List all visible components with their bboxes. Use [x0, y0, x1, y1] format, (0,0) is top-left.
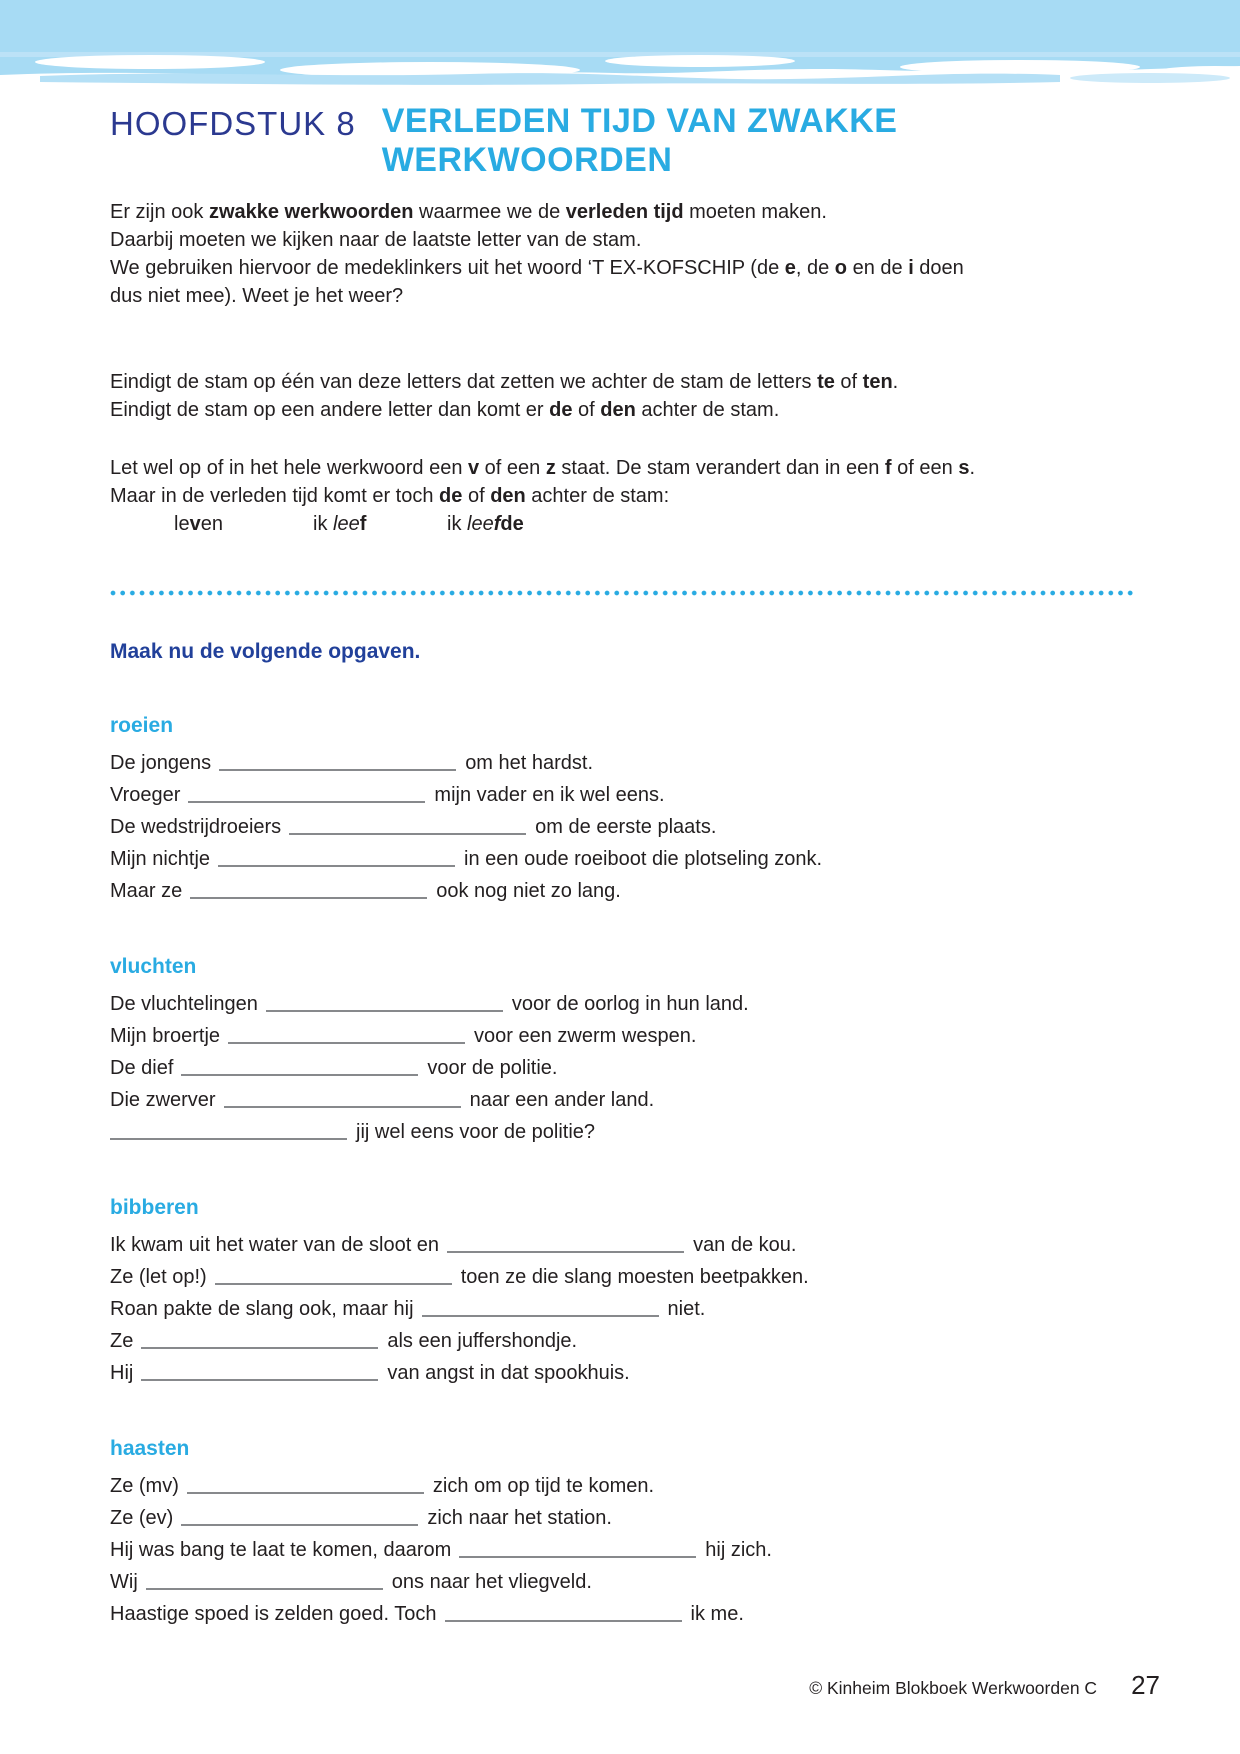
exercise-item	[110, 1598, 1240, 1630]
sentence-post: voor de oorlog in hun land.	[511, 993, 749, 1015]
sentence-post: ons naar het vliegveld.	[391, 1571, 592, 1593]
sentence-pre: De vluchtelingen	[110, 993, 258, 1015]
exercise-item	[110, 1357, 1240, 1389]
sentence-pre: Ze (let op!)	[110, 1266, 207, 1288]
exercise-section	[110, 712, 1240, 907]
sentence-pre: De dief	[110, 1057, 174, 1079]
fill-in-blank	[215, 1270, 452, 1285]
example-row	[110, 510, 1140, 538]
sentence-pre: De jongens	[110, 752, 212, 774]
fill-in-blank	[188, 788, 425, 803]
top-banner	[0, 0, 1240, 92]
sentence-post: als een juffershondje.	[387, 1330, 578, 1352]
fill-in-blank	[447, 1238, 684, 1253]
fill-in-blank	[181, 1061, 418, 1076]
intro-line: dus niet mee). Weet je het weer?	[110, 285, 404, 307]
verb-heading: haasten	[110, 1437, 190, 1460]
sentence-pre: Hij was bang te laat te komen, daarom	[110, 1539, 452, 1561]
sentence-post: hij zich.	[705, 1539, 772, 1561]
dotted-divider	[110, 590, 1136, 596]
fill-in-blank	[266, 997, 503, 1012]
page-footer	[0, 1670, 1160, 1701]
sentence-pre: De wedstrijdroeiers	[110, 816, 282, 838]
sentence-pre: Mijn nichtje	[110, 848, 211, 870]
fill-in-blank	[289, 820, 526, 835]
exercise-item	[110, 1470, 1240, 1502]
intro-line: Eindigt de stam op één van deze letters dat zetten we achter de stam de letters te of ten.	[110, 371, 899, 393]
sentence-pre: Roan pakte de slang ook, maar hij	[110, 1298, 414, 1320]
exercise-item	[110, 1020, 1240, 1052]
page-number: 27	[1131, 1670, 1160, 1700]
exercise-item	[110, 1325, 1240, 1357]
sentence-pre: Ze (mv)	[110, 1475, 179, 1497]
fill-in-blank	[190, 884, 427, 899]
exercise-list	[110, 988, 1240, 1148]
sentence-pre: Ze (ev)	[110, 1507, 174, 1529]
sentence-post: van angst in dat spookhuis.	[387, 1362, 630, 1384]
sentence-pre: Ik kwam uit het water van de sloot en	[110, 1234, 440, 1256]
exercise-item	[110, 747, 1240, 779]
fill-in-blank	[228, 1029, 465, 1044]
page-title	[382, 102, 898, 180]
fill-in-blank	[219, 756, 456, 771]
intro	[110, 198, 1140, 538]
exercise-item	[110, 1293, 1240, 1325]
intro-paragraph	[110, 454, 1140, 538]
sentence-pre: Mijn broertje	[110, 1025, 221, 1047]
intro-line: Er zijn ook zwakke werkwoorden waarmee we de verleden tijd moeten maken.	[110, 201, 827, 223]
example-col: leven	[174, 513, 223, 535]
sentence-post: naar een ander land.	[469, 1089, 655, 1111]
exercise-list	[110, 747, 1240, 907]
exercise-item	[110, 843, 1240, 875]
sentence-post: mijn vader en ik wel eens.	[434, 784, 665, 806]
sentence-pre: Vroeger	[110, 784, 181, 806]
sentence-pre: Maar ze	[110, 880, 183, 902]
exercise-item	[110, 811, 1240, 843]
verb-heading: bibberen	[110, 1196, 199, 1219]
intro-line: Eindigt de stam op een andere letter dan komt er de of den achter de stam.	[110, 399, 780, 421]
fill-in-blank	[141, 1334, 378, 1349]
verb-heading: roeien	[110, 714, 174, 737]
intro-line: We gebruiken hiervoor de medeklinkers uit het woord ‘T EX-KOFSCHIP (de e, de o en de i doen	[110, 257, 964, 279]
exercise-section	[110, 1194, 1240, 1389]
example-col: ik leefde	[447, 513, 524, 535]
sentence-pre: Hij	[110, 1362, 134, 1384]
sentence-post: in een oude roeiboot die plotseling zonk.	[464, 848, 823, 870]
sentence-pre: Ze	[110, 1330, 134, 1352]
page-title-line2: WERKWOORDEN	[381, 141, 673, 179]
instruction-heading: Maak nu de volgende opgaven.	[110, 640, 421, 663]
sentence-post: voor de politie.	[427, 1057, 558, 1079]
fill-in-blank	[110, 1125, 347, 1140]
fill-in-blank	[422, 1302, 659, 1317]
copyright-text: © Kinheim Blokboek Werkwoorden C	[809, 1678, 1098, 1698]
page-header	[110, 102, 1240, 180]
sentence-post: zich naar het station.	[427, 1507, 612, 1529]
fill-in-blank	[459, 1543, 696, 1558]
exercise-item	[110, 1084, 1240, 1116]
sentence-post: van de kou.	[693, 1234, 797, 1256]
sentence-post: niet.	[667, 1298, 706, 1320]
intro-line: Daarbij moeten we kijken naar de laatste letter van de stam.	[110, 229, 642, 251]
intro-paragraph	[110, 368, 1140, 424]
sentence-post: jij wel eens voor de politie?	[356, 1121, 596, 1143]
fill-in-blank	[224, 1093, 461, 1108]
sentence-pre: Haastige spoed is zelden goed. Toch	[110, 1603, 437, 1625]
exercise-item	[110, 1052, 1240, 1084]
exercise-item	[110, 875, 1240, 907]
intro-paragraph	[110, 198, 1140, 310]
exercise-list	[110, 1229, 1240, 1389]
exercise-item	[110, 1261, 1240, 1293]
exercise-item	[110, 1229, 1240, 1261]
intro-line: Let wel op of in het hele werkwoord een v of een z staat. De stam verandert dan in een f of een s.	[110, 457, 975, 479]
chapter-label: HOOFDSTUK 8	[110, 105, 356, 142]
fill-in-blank	[141, 1366, 378, 1381]
exercise-list	[110, 1470, 1240, 1630]
sentence-pre: Die zwerver	[110, 1089, 216, 1111]
exercise-item	[110, 1116, 1240, 1148]
sentence-post: toen ze die slang moesten beetpakken.	[460, 1266, 809, 1288]
fill-in-blank	[445, 1607, 682, 1622]
sentence-post: ook nog niet zo lang.	[436, 880, 621, 902]
sentence-pre: Wij	[110, 1571, 138, 1593]
sentence-post: zich om op tijd te komen.	[432, 1475, 655, 1497]
sentence-post: om het hardst.	[465, 752, 594, 774]
sentence-post: ik me.	[690, 1603, 744, 1625]
exercise-section	[110, 953, 1240, 1148]
exercise-item	[110, 988, 1240, 1020]
page-title-line1: VERLEDEN TIJD VAN ZWAKKE	[381, 102, 898, 140]
sentence-post: om de eerste plaats.	[535, 816, 717, 838]
exercise-item	[110, 779, 1240, 811]
intro-line: Maar in de verleden tijd komt er toch de of den achter de stam:	[110, 485, 670, 507]
exercise-item	[110, 1534, 1240, 1566]
sentence-post: voor een zwerm wespen.	[474, 1025, 697, 1047]
example-col: ik leef	[313, 513, 367, 535]
exercise-item	[110, 1502, 1240, 1534]
fill-in-blank	[187, 1479, 424, 1494]
exercise-section	[110, 1435, 1240, 1630]
fill-in-blank	[146, 1575, 383, 1590]
fill-in-blank	[181, 1511, 418, 1526]
exercises	[0, 712, 1240, 1630]
exercise-item	[110, 1566, 1240, 1598]
fill-in-blank	[218, 852, 455, 867]
verb-heading: vluchten	[110, 955, 197, 978]
